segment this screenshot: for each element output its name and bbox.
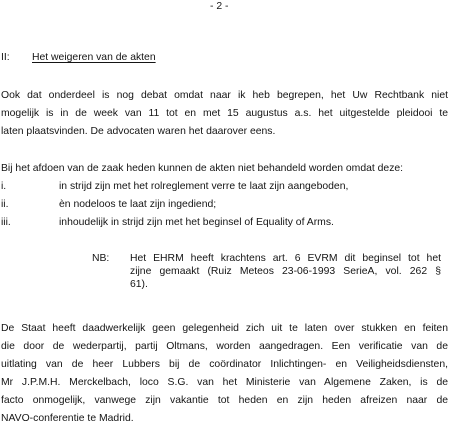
paragraph2-line-6: NAVO-conferentie te Madrid. <box>1 413 134 424</box>
note-line-2: zijne gemaakt (Ruiz Meteos 23-06-1993 SerieA, vol. 262 § <box>130 266 441 277</box>
list-item-3: inhoudelijk in strijd zijn met het beginsel of Equality of Arms. <box>59 217 334 228</box>
paragraph2-line-3: uitlating van de heer Lubbers bij de coördinator Inlichtingen- en Veiligheidsdiensten, <box>1 359 448 370</box>
paragraph2-line-4: Mr J.P.M.H. Merckelbach, loco S.G. van het Ministerie van Algemene Zaken, is de <box>1 377 448 388</box>
paragraph2-line-2: die door de wederpartij, partij Oltmans, worden aangedragen. Een verificatie van de <box>1 341 448 352</box>
list-item-2: èn nodeloos te laat zijn ingediend; <box>59 199 217 210</box>
paragraph2-line-5: facto onmogelijk, vanwege zijn vakantie tot heden en zijn heden afreizen naar de <box>1 395 448 406</box>
section-title: Het weigeren van de akten <box>32 52 156 63</box>
list-marker-1: i. <box>1 181 7 192</box>
note-line-1: Het EHRM heeft krachtens art. 6 EVRM dit beginsel tot het <box>130 253 441 264</box>
list-marker-2: ii. <box>1 199 9 210</box>
list-marker-3: iii. <box>1 217 11 228</box>
paragraph1-line-2: mogelijk is in de week van 11 tot en met 15 augustus a.s. het uitgestelde pleidooi te <box>1 108 448 119</box>
page-number: - 2 - <box>210 1 229 12</box>
paragraph1-line-3: laten plaatsvinden. De advocaten waren het daarover eens. <box>1 126 276 137</box>
list-item-1: in strijd zijn met het rolreglement verre te laat zijn aangeboden, <box>59 181 349 192</box>
note-label: NB: <box>92 253 110 264</box>
section-number: II: <box>1 52 10 63</box>
note-line-3: 61). <box>130 279 148 290</box>
paragraph1-line-1: Ook dat onderdeel is nog debat omdat naar ik heb begrepen, het Uw Rechtbank niet <box>1 90 448 101</box>
paragraph2-line-1: De Staat heeft daadwerkelijk geen gelegenheid zich uit te laten over stukken en feiten <box>1 323 448 334</box>
intro-text: Bij het afdoen van de zaak heden kunnen de akten niet behandeld worden omdat deze: <box>1 163 404 174</box>
